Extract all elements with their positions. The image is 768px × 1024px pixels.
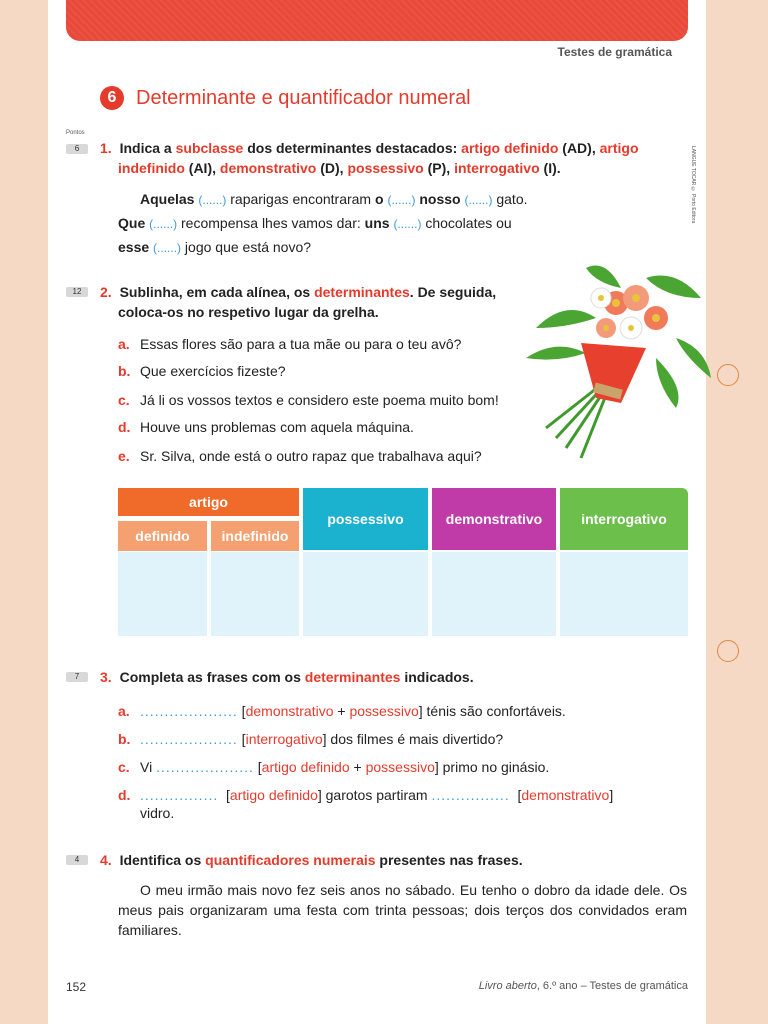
determinants-grid xyxy=(118,488,688,636)
q1-text: (P), xyxy=(423,160,455,176)
q2-text: Sublinha, em cada alínea, os xyxy=(119,284,315,300)
grid-header-indefinido: indefinido xyxy=(211,521,299,551)
answer-blank[interactable]: (......) xyxy=(153,241,182,255)
grid-answer-indefinido[interactable] xyxy=(211,552,299,636)
side-copyright: LANGUE TOCAR © Porto Editora xyxy=(690,146,696,224)
section-title-row xyxy=(100,86,471,110)
top-band xyxy=(66,0,688,41)
item-text: Essas flores são para a tua mãe ou para o teu avô? xyxy=(140,336,462,352)
q1-keyword: subclasse xyxy=(175,140,244,156)
sentence-text: raparigas encontraram xyxy=(226,191,375,207)
binder-hole-1 xyxy=(717,364,739,386)
section-number: 6 xyxy=(100,86,124,110)
plus: + xyxy=(349,759,366,775)
q3-item-d: d. ................ [artigo definido] garotos partiram ................ [demonstrativo] vidro. xyxy=(118,787,614,821)
grid-header-interrogativo: interrogativo xyxy=(560,488,688,550)
target-word: o xyxy=(375,191,384,207)
book-subtitle: , 6.º ano – Testes de gramática xyxy=(536,980,688,992)
item-text: Houve uns problemas com aquela máquina. xyxy=(140,419,414,435)
q3-item-b: b. .................... [interrogativo] dos filmes é mais divertido? xyxy=(118,731,504,747)
target-word: uns xyxy=(364,215,390,231)
item-letter: d. xyxy=(118,787,131,803)
answer-blank[interactable]: .................... xyxy=(140,731,238,747)
q1-text: Indica a xyxy=(119,140,176,156)
q3-text: Completa as frases com os xyxy=(119,669,305,685)
item-letter: e. xyxy=(118,448,130,464)
q3-text: indicados. xyxy=(400,669,474,685)
answer-blank[interactable]: (......) xyxy=(387,193,416,207)
grid-header-possessivo: possessivo xyxy=(303,488,428,550)
item-letter: c. xyxy=(118,759,130,775)
q2-points: 12 xyxy=(66,287,88,297)
q1-text: dos determinantes destacados: xyxy=(243,140,462,156)
item-text: Vi xyxy=(140,759,157,775)
page-number: 152 xyxy=(66,980,87,994)
grid-header-definido: definido xyxy=(118,521,207,551)
q1-keyword: demonstrativo xyxy=(219,160,317,176)
answer-blank[interactable]: .................... xyxy=(156,759,254,775)
item-text: ] garotos partiram xyxy=(317,787,432,803)
book-footer xyxy=(479,980,688,992)
q3-item-c: c. Vi .................... [artigo definido + possessivo] primo no ginásio. xyxy=(118,759,550,775)
q1-keyword: possessivo xyxy=(347,160,424,176)
answer-blank[interactable]: (......) xyxy=(198,193,227,207)
sentence-text: recompensa lhes vamos dar: xyxy=(177,215,365,231)
grid-answer-possessivo[interactable] xyxy=(303,552,428,636)
grid-answer-demonstrativo[interactable] xyxy=(432,552,556,636)
flower-bouquet-illustration xyxy=(526,258,712,464)
grid-header-artigo: artigo xyxy=(118,488,299,516)
answer-blank[interactable]: (......) xyxy=(464,193,493,207)
q1-instruction xyxy=(100,138,690,178)
q2-text: coloca-os no respetivo lugar da grelha. xyxy=(118,304,379,320)
q1-text: (AD), xyxy=(558,140,600,156)
q4-paragraph: O meu irmão mais novo fez seis anos no sábado. Eu tenho o dobro da idade dele. Os meus pais organizaram uma festa com trinta pessoas; dois terços dos convidados eram familiares. xyxy=(118,882,687,938)
item-letter: d. xyxy=(118,419,131,435)
q4-points: 4 xyxy=(66,855,88,865)
pontos-label: Pontos xyxy=(66,130,85,136)
hint: artigo definido xyxy=(229,787,318,803)
q1-text: (D), xyxy=(316,160,348,176)
item-text: ] xyxy=(609,787,614,803)
q3-item-a: a. .................... [demonstrativo + possessivo] ténis são confortáveis. xyxy=(118,703,566,719)
item-text: vidro. xyxy=(140,805,175,821)
item-text: Já li os vossos textos e considero este poema muito bom! xyxy=(140,392,499,408)
q1-keyword: interrogativo xyxy=(454,160,540,176)
q1-number: 1. xyxy=(100,140,112,156)
answer-blank[interactable]: ................ xyxy=(431,787,510,803)
q1-keyword: artigo xyxy=(599,140,639,156)
hint: demonstrativo xyxy=(521,787,610,803)
q1-points: 6 xyxy=(66,144,88,154)
q2-keyword: determinantes xyxy=(314,284,410,300)
q4-text: Identifica os xyxy=(119,852,206,868)
binder-hole-2 xyxy=(717,640,739,662)
hint: demonstrativo xyxy=(245,703,334,719)
sentence-text: gato. xyxy=(492,191,528,207)
hint: possessivo xyxy=(349,703,419,719)
sentence-text: chocolates ou xyxy=(421,215,512,231)
q3-instruction xyxy=(100,667,690,687)
q4-keyword: quantificadores numerais xyxy=(205,852,376,868)
q1-text: (AI), xyxy=(184,160,220,176)
q3-number: 3. xyxy=(100,669,112,685)
book-title: Livro aberto xyxy=(478,980,537,992)
sentence-text: jogo que está novo? xyxy=(181,239,312,255)
item-letter: b. xyxy=(118,363,131,379)
q4-instruction xyxy=(100,850,690,870)
item-letter: c. xyxy=(118,392,130,408)
item-text: ] dos filmes é mais divertido? xyxy=(322,731,504,747)
target-word: Que xyxy=(118,215,146,231)
header-label: Testes de gramática xyxy=(557,45,672,59)
q2-text: . De seguida, xyxy=(409,284,497,300)
item-letter: b. xyxy=(118,731,131,747)
answer-blank[interactable]: ................ xyxy=(140,787,219,803)
hint: interrogativo xyxy=(245,731,323,747)
answer-blank[interactable]: .................... xyxy=(140,703,238,719)
q3-keyword: determinantes xyxy=(304,669,401,685)
q2-instruction xyxy=(100,282,520,322)
hint: artigo definido xyxy=(261,759,350,775)
page-title: Determinante e quantificador numeral xyxy=(136,86,471,109)
grid-answer-interrogativo[interactable] xyxy=(560,552,688,636)
item-text: ] primo no ginásio. xyxy=(434,759,550,775)
grid-header-demonstrativo: demonstrativo xyxy=(432,488,556,550)
q1-sentences xyxy=(118,188,598,260)
q2-number: 2. xyxy=(100,284,112,300)
answer-blank[interactable]: (......) xyxy=(393,217,422,231)
target-word: esse xyxy=(118,239,150,255)
item-text: Sr. Silva, onde está o outro rapaz que trabalhava aqui? xyxy=(140,448,482,464)
target-word: nosso xyxy=(419,191,461,207)
q4-number: 4. xyxy=(100,852,112,868)
item-text: ] ténis são confortáveis. xyxy=(418,703,566,719)
q1-keyword: artigo definido xyxy=(461,140,559,156)
hint: possessivo xyxy=(365,759,435,775)
grid-answer-definido[interactable] xyxy=(118,552,207,636)
q1-text: (I). xyxy=(539,160,561,176)
plus: + xyxy=(333,703,350,719)
target-word: Aquelas xyxy=(140,191,195,207)
item-letter: a. xyxy=(118,703,130,719)
item-letter: a. xyxy=(118,336,130,352)
q1-keyword: indefinido xyxy=(118,160,185,176)
answer-blank[interactable]: (......) xyxy=(149,217,178,231)
item-text: Que exercícios fizeste? xyxy=(140,363,286,379)
q4-text: presentes nas frases. xyxy=(375,852,523,868)
q3-points: 7 xyxy=(66,672,88,682)
